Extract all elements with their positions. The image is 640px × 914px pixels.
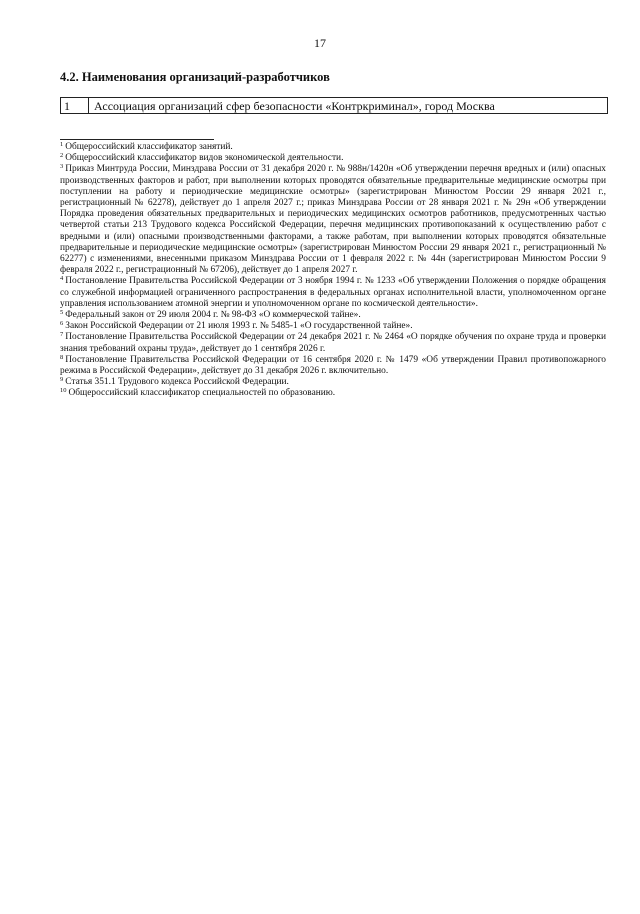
footnote	[60, 142, 606, 153]
footnote-mark: 3	[60, 163, 64, 171]
footnote-separator	[60, 139, 214, 140]
footnote-mark: 4	[60, 275, 64, 283]
footnote-mark: 5	[60, 309, 64, 317]
organization-number: 1	[61, 98, 89, 113]
footnote	[60, 321, 606, 332]
footnote	[60, 310, 606, 321]
organization-name: Ассоциация организаций сфер безопасности «Контркриминал», город Москва	[94, 99, 495, 113]
footnotes	[60, 142, 606, 400]
footnote-mark: 1	[60, 141, 64, 148]
footnote-mark: 9	[60, 376, 64, 384]
footnote	[60, 355, 606, 377]
footnote-mark: 10	[60, 387, 67, 395]
footnote-text: Статья 351.1 Трудового кодекса Российской Федерации.	[65, 377, 289, 388]
footnote-text: Постановление Правительства Российской Федерации от 24 декабря 2021 г. № 2464 «О порядке обучения по охране труда и проверки знания требований охраны труда», действует до 1 сентября 2026 г.	[60, 332, 606, 354]
footnote-mark: 7	[60, 331, 64, 339]
footnote-text: Постановление Правительства Российской Федерации от 3 ноября 1994 г. № 1233 «Об утверждении Положения о порядке обращения со служебной информацией ограниченного распространения в федеральных органах исполнительной власти, уполномоченном органе управления использованием атомной энергии и уполномоченном органе по космической деятельности».	[60, 276, 606, 309]
footnote	[60, 332, 606, 354]
footnote-text: Приказ Минтруда России, Минздрава России от 31 декабря 2020 г. № 988н/1420н «Об утверждении перечня вредных и (или) опасных производственных факторов и работ, при выполнении которых проводятся обязательные предварительные медицинские осмотры при поступлении на работу и периодические медицинские осмотры» (зарегистрирован Минюстом России 29 января 2021 г., регистрационный № 62278), действует до 1 апреля 2027 г.; приказ Минздрава России от 28 января 2021 г. № 29н «Об утверждении Порядка проведения обязательных предварительных и периодических медицинских осмотров работников, предусмотренных частью четвертой статьи 213 Трудового кодекса Российской Федерации, перечня медицинских противопоказаний к осуществлению работ с вредными и (или) опасными производственными факторами, а также работам, при выполнении которых проводятся обязательные предварительные и периодические медицинские осмотры» (зарегистрирован Минюстом России 29 января 2021 г., регистрационный № 62277) с изменениями, внесенными приказом Минздрава России от 1 февраля 2022 г. № 44н (зарегистрирован Минюстом России 9 февраля 2022 г., регистрационный № 67206), действует до 1 апреля 2027 г.	[60, 164, 606, 276]
footnote	[60, 377, 606, 388]
footnote	[60, 164, 606, 276]
footnote-text: Общероссийский классификатор специальностей по образованию.	[68, 388, 336, 399]
footnote-text: Общероссийский классификатор занятий.	[65, 142, 233, 152]
footnote-text: Федеральный закон от 29 июля 2004 г. № 98-ФЗ «О коммерческой тайне».	[65, 310, 361, 321]
footnote-mark: 2	[60, 152, 64, 160]
section-heading: 4.2. Наименования организаций-разработчиков	[60, 70, 330, 84]
footnote	[60, 276, 606, 310]
page-number: 17	[314, 36, 326, 50]
footnote-mark: 6	[60, 320, 64, 328]
footnote-text: Постановление Правительства Российской Федерации от 16 сентября 2020 г. № 1479 «Об утверждении Правил противопожарного режима в Российской Федерации», действует до 31 декабря 2026 г. включительно.	[60, 354, 606, 377]
organizations-table	[60, 97, 608, 114]
footnote-text: Общероссийский классификатор видов экономической деятельности.	[65, 153, 344, 164]
footnote-mark: 8	[60, 353, 64, 361]
footnote	[60, 388, 606, 399]
footnote	[60, 153, 606, 164]
footnote-text: Закон Российской Федерации от 21 июля 1993 г. № 5485-1 «О государственной тайне».	[65, 321, 413, 332]
